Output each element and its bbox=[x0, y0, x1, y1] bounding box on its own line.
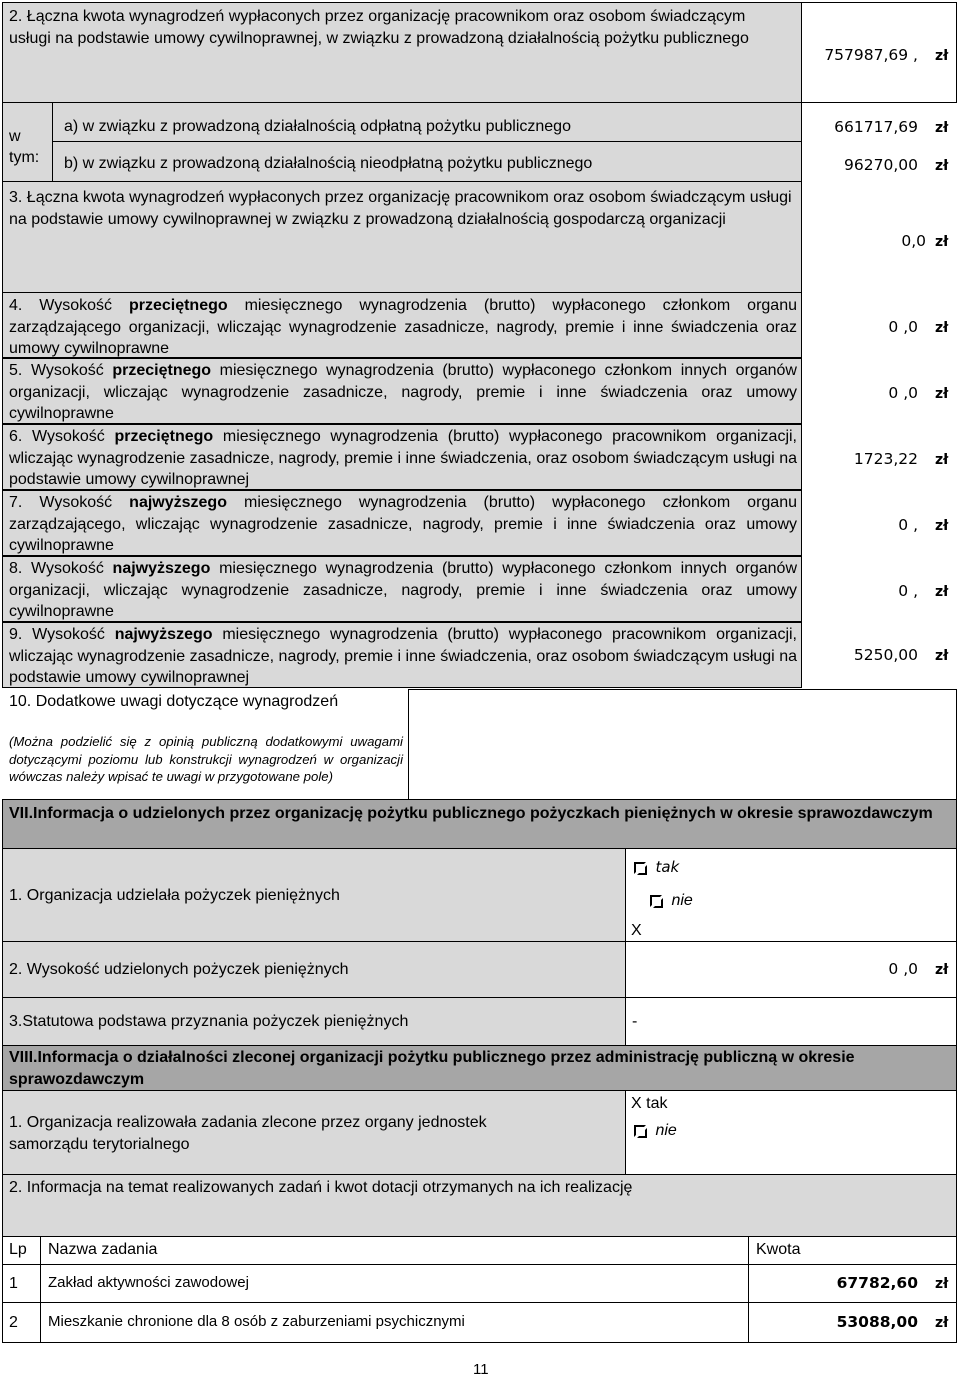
item6-rest: miesięcznego wynagrodzenia (brutto) wypłaconego pracownikom organizacji, wliczając wynagrodzenie zasadnicze, nagrody, premie i inne świadczenia, oraz osobom świadczącym usługi na podstawie umowy cywilnoprawnej bbox=[9, 428, 797, 488]
item3-unit: zł bbox=[935, 234, 949, 250]
vii-q3-value-cell bbox=[625, 997, 957, 1046]
vii-q2-value: 0 ,0 bbox=[888, 960, 918, 978]
table-row-1-amount: 67782,60 bbox=[836, 1274, 918, 1292]
vii-q1-tak-label: tak bbox=[655, 858, 680, 876]
item8-unit: zł bbox=[935, 584, 949, 600]
wtym-a-text: a) w związku z prowadzoną działalnością odpłatną pożytku publicznego bbox=[64, 118, 571, 135]
item4-value: 0 ,0 bbox=[888, 318, 918, 336]
item3-value: 0,0 bbox=[901, 232, 926, 250]
table-divider bbox=[40, 1264, 41, 1303]
wtym-a-value: 661717,69 bbox=[834, 118, 918, 136]
item4-prefix: 4. Wysokość bbox=[9, 297, 129, 314]
wtym-b-unit: zł bbox=[935, 158, 949, 174]
wtym-b-value: 96270,00 bbox=[844, 156, 918, 174]
item10-remarks-field[interactable] bbox=[408, 689, 957, 800]
item8-text bbox=[9, 558, 797, 623]
item8-bold: najwyższego bbox=[112, 560, 211, 577]
table-row-1-unit: zł bbox=[935, 1276, 949, 1292]
item10-title: 10. Dodatkowe uwagi dotyczące wynagrodzeń bbox=[9, 693, 339, 710]
vii-q1-label: 1. Organizacja udzielała pożyczek pieniężnych bbox=[9, 887, 340, 904]
table-divider bbox=[748, 1302, 749, 1343]
wtym-b-text: b) w związku z prowadzoną działalnością nieodpłatną pożytku publicznego bbox=[64, 155, 593, 172]
table-row-1-name: Zakład aktywności zawodowej bbox=[48, 1274, 249, 1291]
item6-bold: przeciętnego bbox=[114, 428, 214, 445]
vii-q3-label: 3.Statutowa podstawa przyznania pożyczek pieniężnych bbox=[9, 1013, 409, 1030]
item9-rest: miesięcznego wynagrodzenia (brutto) wypłaconego pracownikom organizacji, wliczając wynagrodzenie zasadnicze, nagrody, premie i inne świadczenia, oraz osobom świadczącym usługi na podstawie umowy cywilnoprawnej bbox=[9, 626, 797, 686]
item7-bold: najwyższego bbox=[129, 494, 227, 511]
item6-text bbox=[9, 426, 797, 491]
page-number: 11 bbox=[473, 1361, 489, 1378]
item5-value: 0 ,0 bbox=[888, 384, 918, 402]
item5-prefix: 5. Wysokość bbox=[9, 362, 113, 379]
item9-value: 5250,00 bbox=[853, 646, 918, 664]
table-header-lp: Lp bbox=[9, 1241, 27, 1258]
item7-value: 0 , bbox=[898, 516, 918, 534]
item10-note: (Można podzielić się z opinią publiczną dodatkowymi uwagami dotyczącymi poziomu lub konstrukcji wynagrodzeń w organizacji wówczas należy wpisać te uwagi w przygotowane pole) bbox=[9, 734, 403, 784]
item8-value: 0 , bbox=[898, 582, 918, 600]
item5-text bbox=[9, 360, 797, 425]
vii-q2-unit: zł bbox=[935, 962, 949, 978]
item2-value: 757987,69 , bbox=[824, 46, 918, 64]
item8-prefix: 8. Wysokość bbox=[9, 560, 113, 577]
table-header-name: Nazwa zadania bbox=[48, 1241, 158, 1258]
item8-rest: miesięcznego wynagrodzenia (brutto) wypłaconego członkom innych organów organizacji, wliczając wynagrodzenie zasadnicze, nagrody, premie i inne świadczenia oraz umowy cywilnoprawne bbox=[9, 560, 797, 620]
viii-q1-label: 1. Organizacja realizowała zadania zlecone przez organy jednostek samorządu terytorialnego bbox=[9, 1114, 487, 1153]
table-row-1-lp: 1 bbox=[9, 1275, 18, 1292]
item7-rest: miesięcznego wynagrodzenia (brutto) wypłaconego członkom organu zarządzającego, wliczając wynagrodzenie zasadnicze, nagrody, premie i inne świadczenia oraz umowy cywilnoprawne bbox=[9, 494, 797, 554]
viii-q1-nie-label: nie bbox=[655, 1122, 677, 1139]
table-row-2-amount: 53088,00 bbox=[836, 1313, 918, 1331]
table-row-2-name: Mieszkanie chronione dla 8 osób z zaburzeniami psychicznymi bbox=[48, 1313, 465, 1330]
wtym-a-unit: zł bbox=[935, 120, 949, 136]
item5-rest: miesięcznego wynagrodzenia (brutto) wypłaconego członkom innych organów organizacji, wliczając wynagrodzenie zasadnicze, nagrody, premie i inne świadczenia oraz umowy cywilnoprawne bbox=[9, 362, 797, 422]
item9-prefix: 9. Wysokość bbox=[9, 626, 115, 643]
table-row-2-unit: zł bbox=[935, 1315, 949, 1331]
wtym-label-line2: tym: bbox=[9, 149, 40, 166]
item4-unit: zł bbox=[935, 320, 949, 336]
vii-q1-option-nie[interactable] bbox=[648, 891, 693, 911]
checkbox-icon bbox=[648, 893, 664, 909]
viii-q1-option-tak[interactable]: X tak bbox=[631, 1095, 668, 1112]
vii-q2-label: 2. Wysokość udzielonych pożyczek pieniężnych bbox=[9, 961, 349, 978]
vii-q1-nie-label: nie bbox=[671, 892, 693, 909]
item5-unit: zł bbox=[935, 386, 949, 402]
wtym-label-line1: w bbox=[9, 128, 21, 145]
item4-rest: miesięcznego wynagrodzenia (brutto) wypłaconego członkom organu zarządzającego organizacji, wliczając wynagrodzenie zasadnicze, nagrody, premie i inne świadczenia oraz umowy cywilnoprawne bbox=[9, 297, 797, 357]
table-header-amount: Kwota bbox=[756, 1241, 801, 1258]
item7-text bbox=[9, 492, 797, 557]
section-viii-title: VIII.Informacja o działalności zleconej organizacji pożytku publicznego przez administrację publiczną w okresie sprawozdawczym bbox=[9, 1049, 855, 1088]
item3-text: 3. Łączna kwota wynagrodzeń wypłaconych przez organizację pracownikom oraz osobom świadczącym usługi na podstawie umowy cywilnoprawnej w związku z prowadzoną działalnością gospodarczą organizacji bbox=[9, 189, 792, 228]
checkbox-icon bbox=[632, 1123, 648, 1139]
table-row-2-lp: 2 bbox=[9, 1314, 18, 1331]
checkbox-icon bbox=[632, 860, 648, 876]
item2-unit: zł bbox=[935, 48, 949, 64]
item2-text: 2. Łączna kwota wynagrodzeń wypłaconych przez organizację pracownikom oraz osobom świadczącym usługi na podstawie umowy cywilnoprawnej, w związku z prowadzoną działalnością pożytku publicznego bbox=[9, 8, 749, 47]
item4-bold: przeciętnego bbox=[128, 297, 228, 314]
section-vii-title: VII.Informacja o udzielonych przez organizację pożytku publicznego pożyczkach pieniężnych w okresie sprawozdawczym bbox=[9, 805, 933, 822]
item7-unit: zł bbox=[935, 518, 949, 534]
viii-q1-option-nie[interactable] bbox=[632, 1121, 677, 1141]
item6-prefix: 6. Wysokość bbox=[9, 428, 115, 445]
item9-unit: zł bbox=[935, 648, 949, 664]
item9-text bbox=[9, 624, 797, 689]
item5-bold: przeciętnego bbox=[112, 362, 212, 379]
table-divider bbox=[40, 1302, 41, 1343]
vii-q1-mark: X bbox=[631, 922, 642, 939]
table-divider bbox=[748, 1264, 749, 1303]
item9-bold: najwyższego bbox=[114, 626, 213, 643]
item4-text bbox=[9, 295, 797, 360]
item7-prefix: 7. Wysokość bbox=[9, 494, 130, 511]
viii-q2-label: 2. Informacja na temat realizowanych zadań i kwot dotacji otrzymanych na ich realizację bbox=[9, 1179, 633, 1196]
vii-q3-value: - bbox=[632, 1013, 638, 1030]
item6-value: 1723,22 bbox=[853, 450, 918, 468]
vii-q1-option-tak[interactable] bbox=[632, 857, 679, 878]
item6-unit: zł bbox=[935, 452, 949, 468]
